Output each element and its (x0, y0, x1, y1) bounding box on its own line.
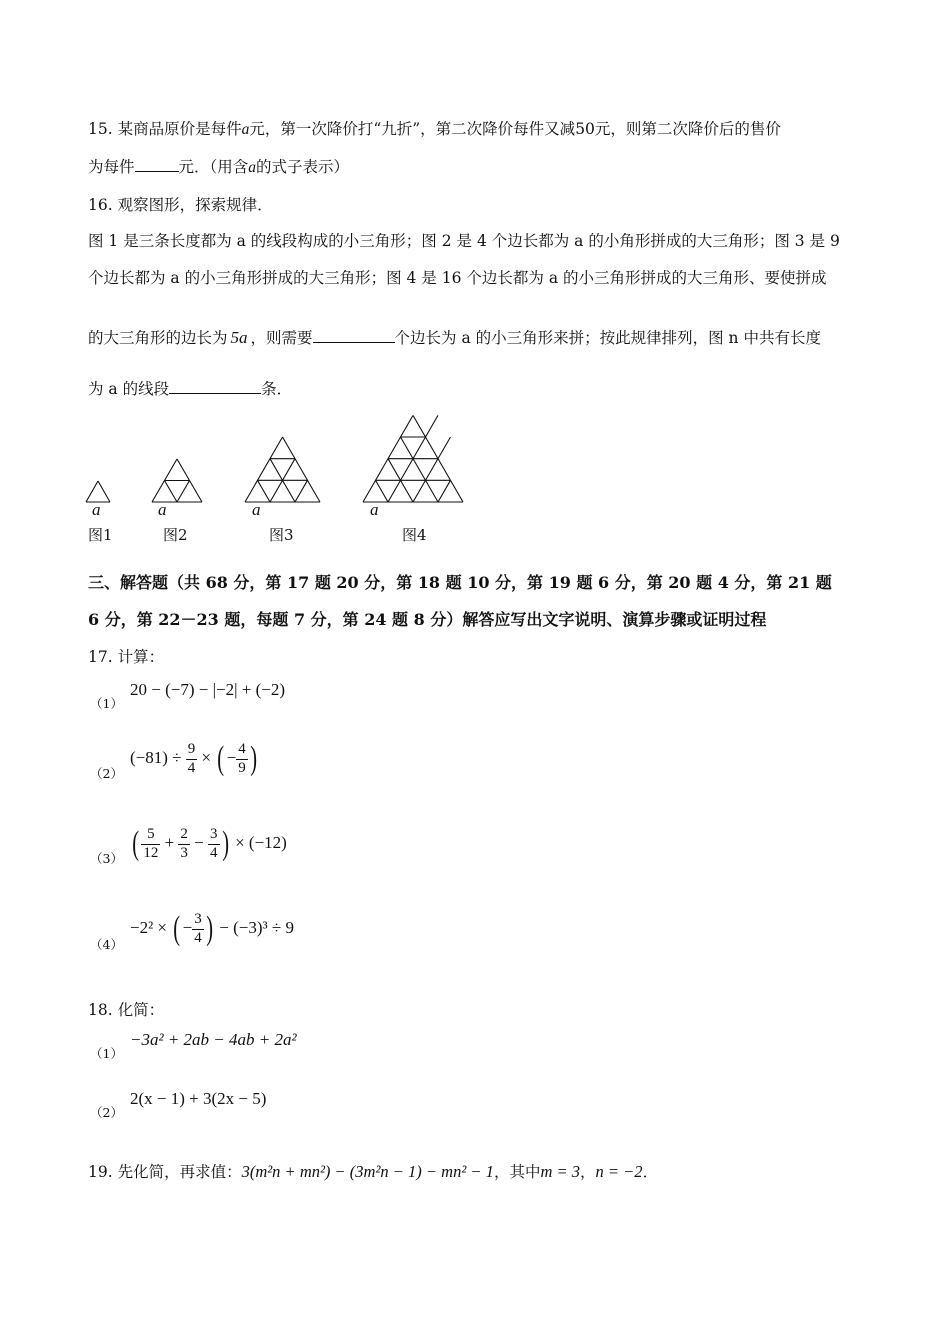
numerator: 3 (192, 911, 204, 929)
q19-condition-n: n = −2 (595, 1162, 643, 1181)
q15-text: 元．（用含 (178, 158, 249, 176)
q15-text: 15. 某商品原价是每件 (88, 120, 242, 138)
figure-4-caption: 图4 (402, 526, 427, 544)
fraction (208, 826, 220, 862)
figure-2-caption: 图2 (163, 526, 188, 544)
q16-text: 条． (261, 380, 293, 398)
denominator: 4 (194, 929, 202, 946)
figure-1-label: a (92, 500, 101, 519)
expr-5a: 5a (230, 328, 248, 347)
expr-text: (−81) ÷ (130, 747, 182, 767)
q17-title: 17. 计算： (88, 648, 165, 666)
var-a: a (241, 121, 250, 138)
q19-text: ，其中 (493, 1163, 541, 1181)
denominator: 12 (143, 844, 159, 861)
q17-part4-label: （4） (90, 937, 123, 952)
q17-part2-label: （2） (90, 766, 123, 781)
q17-part3-expression: ( $\frac{5}{12}$ + $\frac{2}{3}$ − $\frac{3}{4}$ ) × (−12) (132, 825, 287, 862)
q15-text: 的式子表示） (256, 158, 350, 176)
expr-text: × (201, 747, 212, 767)
figure-3-caption: 图3 (269, 526, 294, 544)
numerator: 9 (186, 741, 198, 759)
left-paren: ( (217, 740, 225, 777)
q19-text: ， (580, 1163, 596, 1181)
q17-part1-expression: 20 − (−7) − |−2| + (−2) (130, 680, 285, 699)
right-paren: ) (221, 825, 229, 862)
numerator: 2 (178, 826, 190, 844)
section3-heading-line1: 三、解答题（共 68 分，第 17 题 20 分，第 18 题 10 分，第 19 题 6 分，第 20 题 4 分，第 21 题 (88, 573, 832, 592)
figure-4-label: a (370, 500, 379, 519)
figure-1-triangle (86, 481, 110, 502)
q16-paragraph-1: 图 1 是三条长度都为 a 的线段构成的小三角形；图 2 是 4 个边长都为 a 的小角形拼成的大三角形；图 3 是 9 (88, 232, 840, 250)
q15-number: 50 (575, 120, 595, 138)
figure-3-label: a (252, 500, 261, 519)
q18-part2-label: （2） (90, 1105, 123, 1120)
q15-text: 元，则第二次降价后的售价 (594, 120, 781, 138)
q17-part2-expression: (−81) ÷ $\frac{9}{4}$ × ( − $\frac{4}{9}$ ) (130, 740, 257, 777)
expr-text: − (−3)³ ÷ 9 (219, 917, 294, 937)
q18-part2-expression: 2(x − 1) + 3(2x − 5) (130, 1089, 267, 1108)
q17-part3-label: （3） (90, 851, 123, 866)
q16-text: 个边长为 a 的小三角形来拼；按此规律排列，图 n 中共有长度 (394, 329, 821, 347)
figure-1-caption: 图1 (88, 526, 113, 544)
fraction (178, 826, 190, 862)
q19-condition-m: m = 3 (540, 1162, 581, 1181)
left-paren: ( (132, 825, 140, 862)
expr-text: −2² × (130, 917, 168, 937)
q18-part1-expression: −3a² + 2ab − 4ab + 2a² (130, 1030, 297, 1049)
fraction (186, 741, 198, 777)
numerator: 4 (236, 741, 248, 759)
q17-part1-label: （1） (90, 696, 123, 711)
q16-text: 为 a 的线段 (88, 380, 170, 398)
figure-2-triangle (152, 459, 202, 502)
denominator: 9 (238, 759, 246, 776)
expr-text: × (−12) (235, 832, 287, 852)
q16-paragraph-2: 个边长都为 a 的小三角形拼成的大三角形；图 4 是 16 个边长都为 a 的小三角形拼成的大三角形、要使拼成 (88, 269, 827, 287)
right-paren: ) (205, 910, 213, 947)
q19-text: 19. 先化简，再求值： (88, 1163, 242, 1181)
fraction (192, 911, 204, 947)
section3-heading-line2: 6 分，第 22－23 题，每题 7 分，第 24 题 8 分）解答应写出文字说明、演算步骤或证明过程 (88, 610, 767, 629)
q18-title: 18. 化简： (88, 1001, 165, 1019)
q16-text: ，则需要 (250, 329, 313, 347)
fraction (236, 741, 248, 777)
numerator: 5 (141, 826, 160, 844)
figure-2-label: a (158, 500, 167, 519)
denominator: 3 (180, 844, 188, 861)
numerator: 3 (208, 826, 220, 844)
q19-line (88, 1160, 658, 1182)
denominator: 4 (210, 844, 218, 861)
q16-title: 16. 观察图形，探索规律． (88, 196, 273, 214)
q19-expression: 3(m²n + mn²) − (3m²n − 1) − mn² − 1 (241, 1162, 494, 1181)
q15-text: 为每件 (88, 158, 135, 176)
q15-text: 元，第一次降价打“九折”，第二次降价每件又减 (249, 120, 576, 138)
right-paren: ) (250, 740, 257, 777)
left-paren: ( (173, 910, 181, 947)
denominator: 4 (187, 759, 196, 776)
q16-text: 的大三角形的边长为 (88, 329, 228, 347)
var-a: a (248, 159, 257, 176)
triangle-figures (0, 0, 950, 560)
q17-part4-expression: −2² × ( − $\frac{3}{4}$ ) − (−3)³ ÷ 9 (130, 910, 294, 947)
q19-text: ． (642, 1163, 659, 1181)
figure-4-triangle (363, 415, 463, 502)
figure-3-triangle (245, 437, 320, 502)
q18-part1-label: （1） (90, 1046, 123, 1061)
fraction (141, 826, 160, 862)
